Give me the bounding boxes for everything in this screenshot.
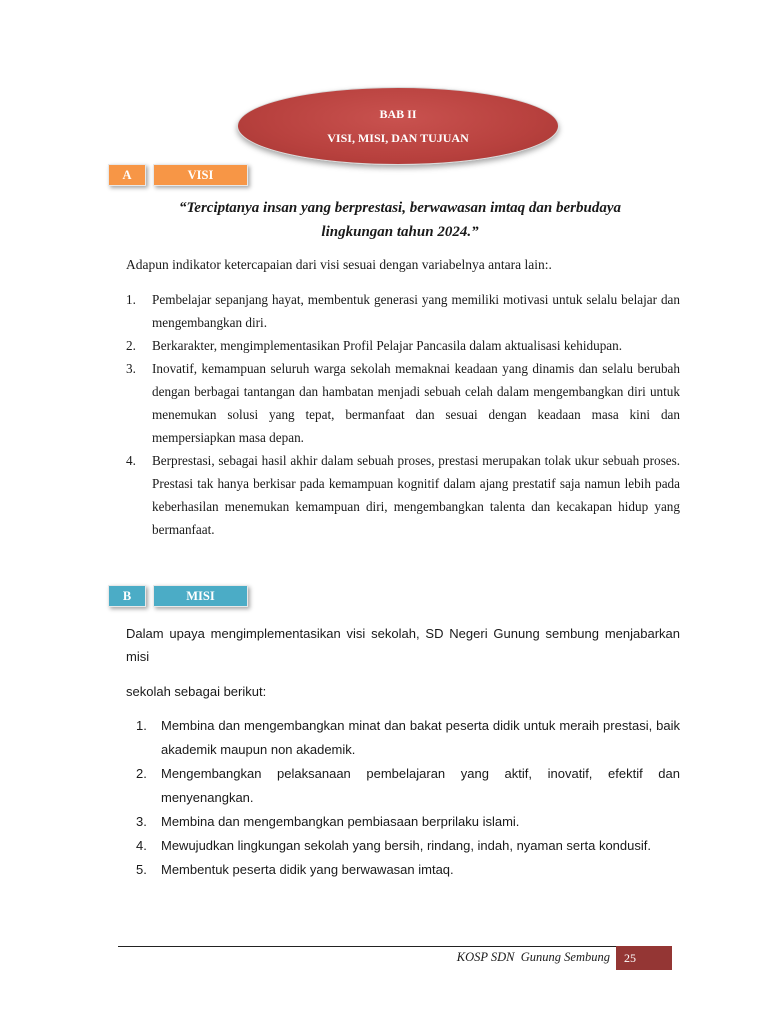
list-item-number: 3. (136, 814, 147, 829)
vision-indicator-list (126, 288, 680, 541)
list-item-text: Berkarakter, mengimplementasikan Profil Pelajar Pancasila dalam aktualisasi kehidupan. (152, 338, 623, 353)
list-item-number: 1. (126, 292, 136, 307)
list-item (126, 449, 680, 541)
list-item (126, 334, 680, 357)
mission-list (136, 714, 680, 882)
chapter-title: VISI, MISI, DAN TUJUAN (327, 131, 469, 145)
section-b-title: MISI (153, 585, 248, 607)
list-item (136, 858, 680, 882)
list-item-text: Berprestasi, sebagai hasil akhir dalam sebuah proses, prestasi merupakan tolak ukur sebuah proses. Prestasi tak hanya berkisar pada kemampuan kognitif dalam ajang prestatif saja namun lebih pada keberhasilan menemukan kemampuan diri, mengembangkan talenta dan kecakapan hidup yang bermanfaat. (152, 453, 680, 537)
list-item-number: 4. (136, 838, 147, 853)
list-item-number: 3. (126, 361, 136, 376)
list-item-number: 4. (126, 453, 136, 468)
list-item (136, 810, 680, 834)
list-item (136, 834, 680, 858)
list-item-text: Membentuk peserta didik yang berwawasan imtaq. (161, 862, 454, 877)
vision-intro: Adapun indikator ketercapaian dari visi sesuai dengan variabelnya antara lain:. (126, 257, 552, 272)
list-item-text: Mewujudkan lingkungan sekolah yang bersih, rindang, indah, nyaman serta kondusif. (161, 838, 651, 853)
vision-quote-line2: lingkungan tahun 2024.” (321, 224, 479, 240)
list-item-number: 1. (136, 718, 147, 733)
chapter-title-banner (237, 87, 559, 165)
page-number: 25 (616, 946, 672, 970)
list-item-number: 2. (126, 338, 136, 353)
list-item-text: Membina dan mengembangkan pembiasaan berprilaku islami. (161, 814, 520, 829)
mission-intro-continued: sekolah sebagai berikut: (126, 684, 267, 699)
list-item-number: 5. (136, 862, 147, 877)
list-item-number: 2. (136, 766, 147, 781)
list-item-text: Pembelajar sepanjang hayat, membentuk generasi yang memiliki motivasi untuk selalu belajar dan mengembangkan diri. (152, 292, 680, 330)
list-item (136, 714, 680, 762)
vision-statement (120, 196, 680, 244)
section-a-letter: A (108, 164, 146, 186)
chapter-number: BAB II (379, 107, 417, 121)
footer-document-title: KOSP SDN Gunung Sembung (456, 950, 610, 964)
mission-intro: Dalam upaya mengimplementasikan visi sekolah, SD Negeri Gunung sembung menjabarkan misi (126, 626, 680, 664)
list-item (126, 288, 680, 334)
section-b-letter: B (108, 585, 146, 607)
section-a-title: VISI (153, 164, 248, 186)
list-item (136, 762, 680, 810)
vision-quote-line1: “Terciptanya insan yang berprestasi, berwawasan imtaq dan berbudaya (179, 200, 621, 216)
list-item-text: Mengembangkan pelaksanaan pembelajaran yang aktif, inovatif, efektif dan menyenangkan. (161, 766, 680, 805)
footer-divider (118, 946, 616, 947)
list-item (126, 357, 680, 449)
list-item-text: Inovatif, kemampuan seluruh warga sekolah memaknai keadaan yang dinamis dan selalu berubah dengan berbagai tantangan dan hambatan menjadi sebuah celah dalam mengembangkan diri untuk menemukan solusi yang tepat, bermanfaat dan sesuai dengan keadaan masa kini dan mempersiapkan masa depan. (152, 361, 680, 445)
list-item-text: Membina dan mengembangkan minat dan bakat peserta didik untuk meraih prestasi, baik akademik maupun non akademik. (161, 718, 680, 757)
